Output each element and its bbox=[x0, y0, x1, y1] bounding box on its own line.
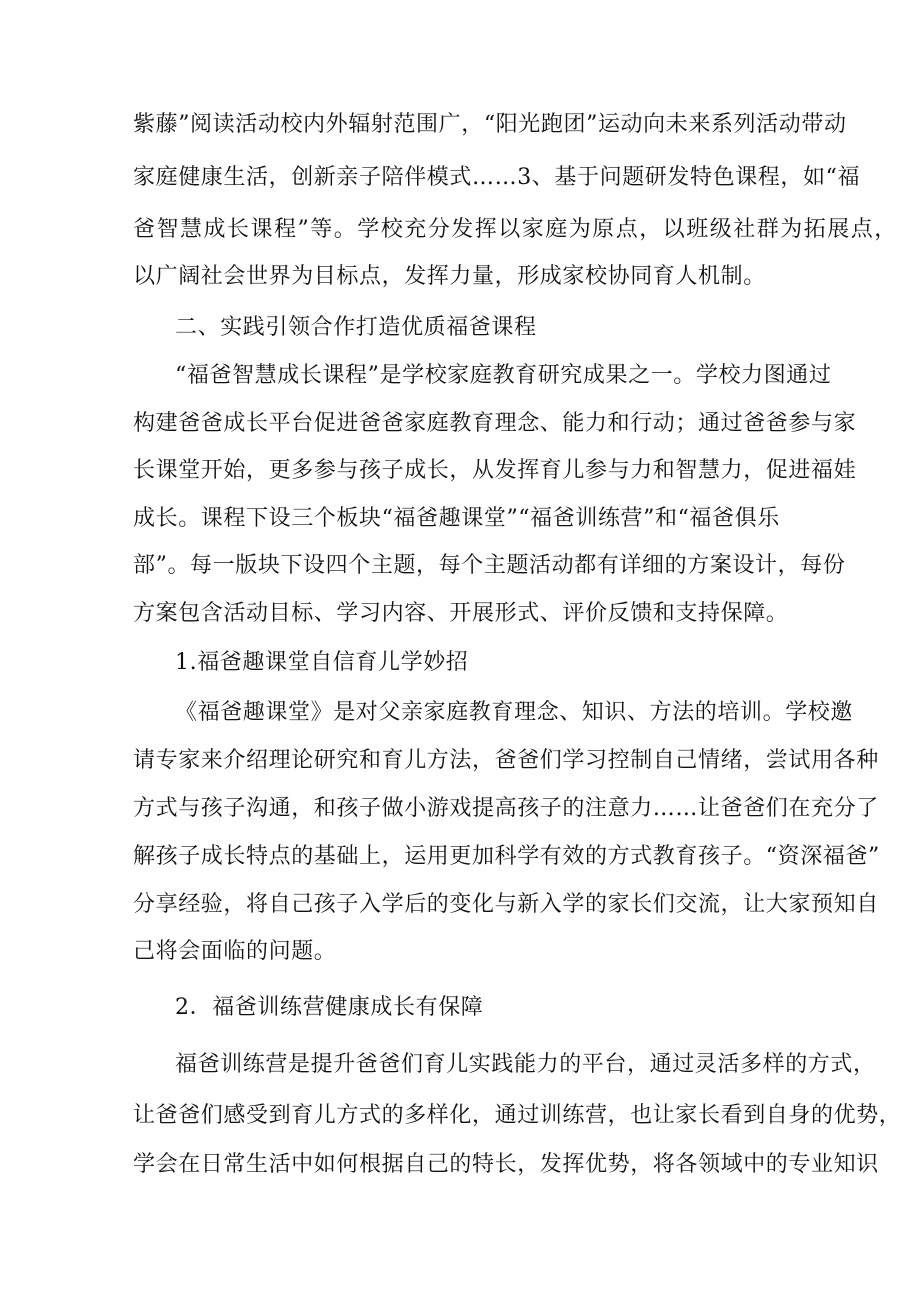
body-text-line: 学会在日常生活中如何根据自己的特长，发挥优势，将各领域中的专业知识 bbox=[133, 1152, 879, 1177]
body-text-line: 部”。每一版块下设四个主题，每个主题活动都有详细的方案设计，每份 bbox=[133, 553, 846, 578]
body-text-line: 福爸训练营是提升爸爸们育儿实践能力的平台，通过灵活多样的方式， bbox=[175, 1052, 876, 1077]
body-text-line: 让爸爸们感受到育儿方式的多样化，通过训练营，也让家长看到自身的优势， bbox=[133, 1103, 902, 1128]
subsection-heading: 2．福爸训练营健康成长有保障 bbox=[175, 995, 484, 1020]
body-text-line: 以广阔社会世界为目标点，发挥力量，形成家校协同育人机制。 bbox=[133, 264, 766, 289]
body-text-line: 己将会面临的问题。 bbox=[133, 939, 337, 964]
body-text-line: 请专家来介绍理论研究和育儿方法，爸爸们学习控制自己情绪，尝试用各种 bbox=[133, 748, 879, 773]
body-text-line: 解孩子成长特点的基础上，运用更加科学有效的方式教育孩子。“资深福爸” bbox=[133, 844, 880, 869]
body-text-line: 爸智慧成长课程”等。学校充分发挥以家庭为原点，以班级社群为拓展点， bbox=[133, 217, 898, 242]
body-text-line: 方式与孩子沟通，和孩子做小游戏提高孩子的注意力……让爸爸们在充分了 bbox=[133, 796, 879, 821]
body-text-line: 分享经验，将自己孩子入学后的变化与新入学的家长们交流，让大家预知自 bbox=[133, 892, 879, 917]
body-text-line: 方案包含活动目标、学习内容、开展形式、评价反馈和支持保障。 bbox=[133, 601, 789, 626]
body-text-line: 长课堂开始，更多参与孩子成长，从发挥育儿参与力和智慧力，促进福娃 bbox=[133, 458, 857, 483]
body-text-line: 构建爸爸成长平台促进爸爸家庭教育理念、能力和行动；通过爸爸参与家 bbox=[133, 411, 857, 436]
body-text-line: 家庭健康生活，创新亲子陪伴模式……3、基于问题研发特色课程，如“福 bbox=[133, 165, 861, 190]
body-text-line: 紫藤”阅读活动校内外辐射范围广，“阳光跑团”运动向未来系列活动带动 bbox=[133, 112, 847, 137]
section-heading: 二、实践引领合作打造优质福爸课程 bbox=[175, 315, 537, 340]
body-text-line: 成长。课程下设三个板块“福爸趣课堂”“福爸训练营”和“福爸俱乐 bbox=[133, 506, 780, 531]
body-text-line: “福爸智慧成长课程”是学校家庭教育研究成果之一。学校力图通过 bbox=[175, 363, 832, 388]
body-text-line: 《福爸趣课堂》是对父亲家庭教育理念、知识、方法的培训。学校邀 bbox=[175, 700, 854, 725]
subsection-heading: 1.福爸趣课堂自信育儿学妙招 bbox=[175, 650, 469, 675]
